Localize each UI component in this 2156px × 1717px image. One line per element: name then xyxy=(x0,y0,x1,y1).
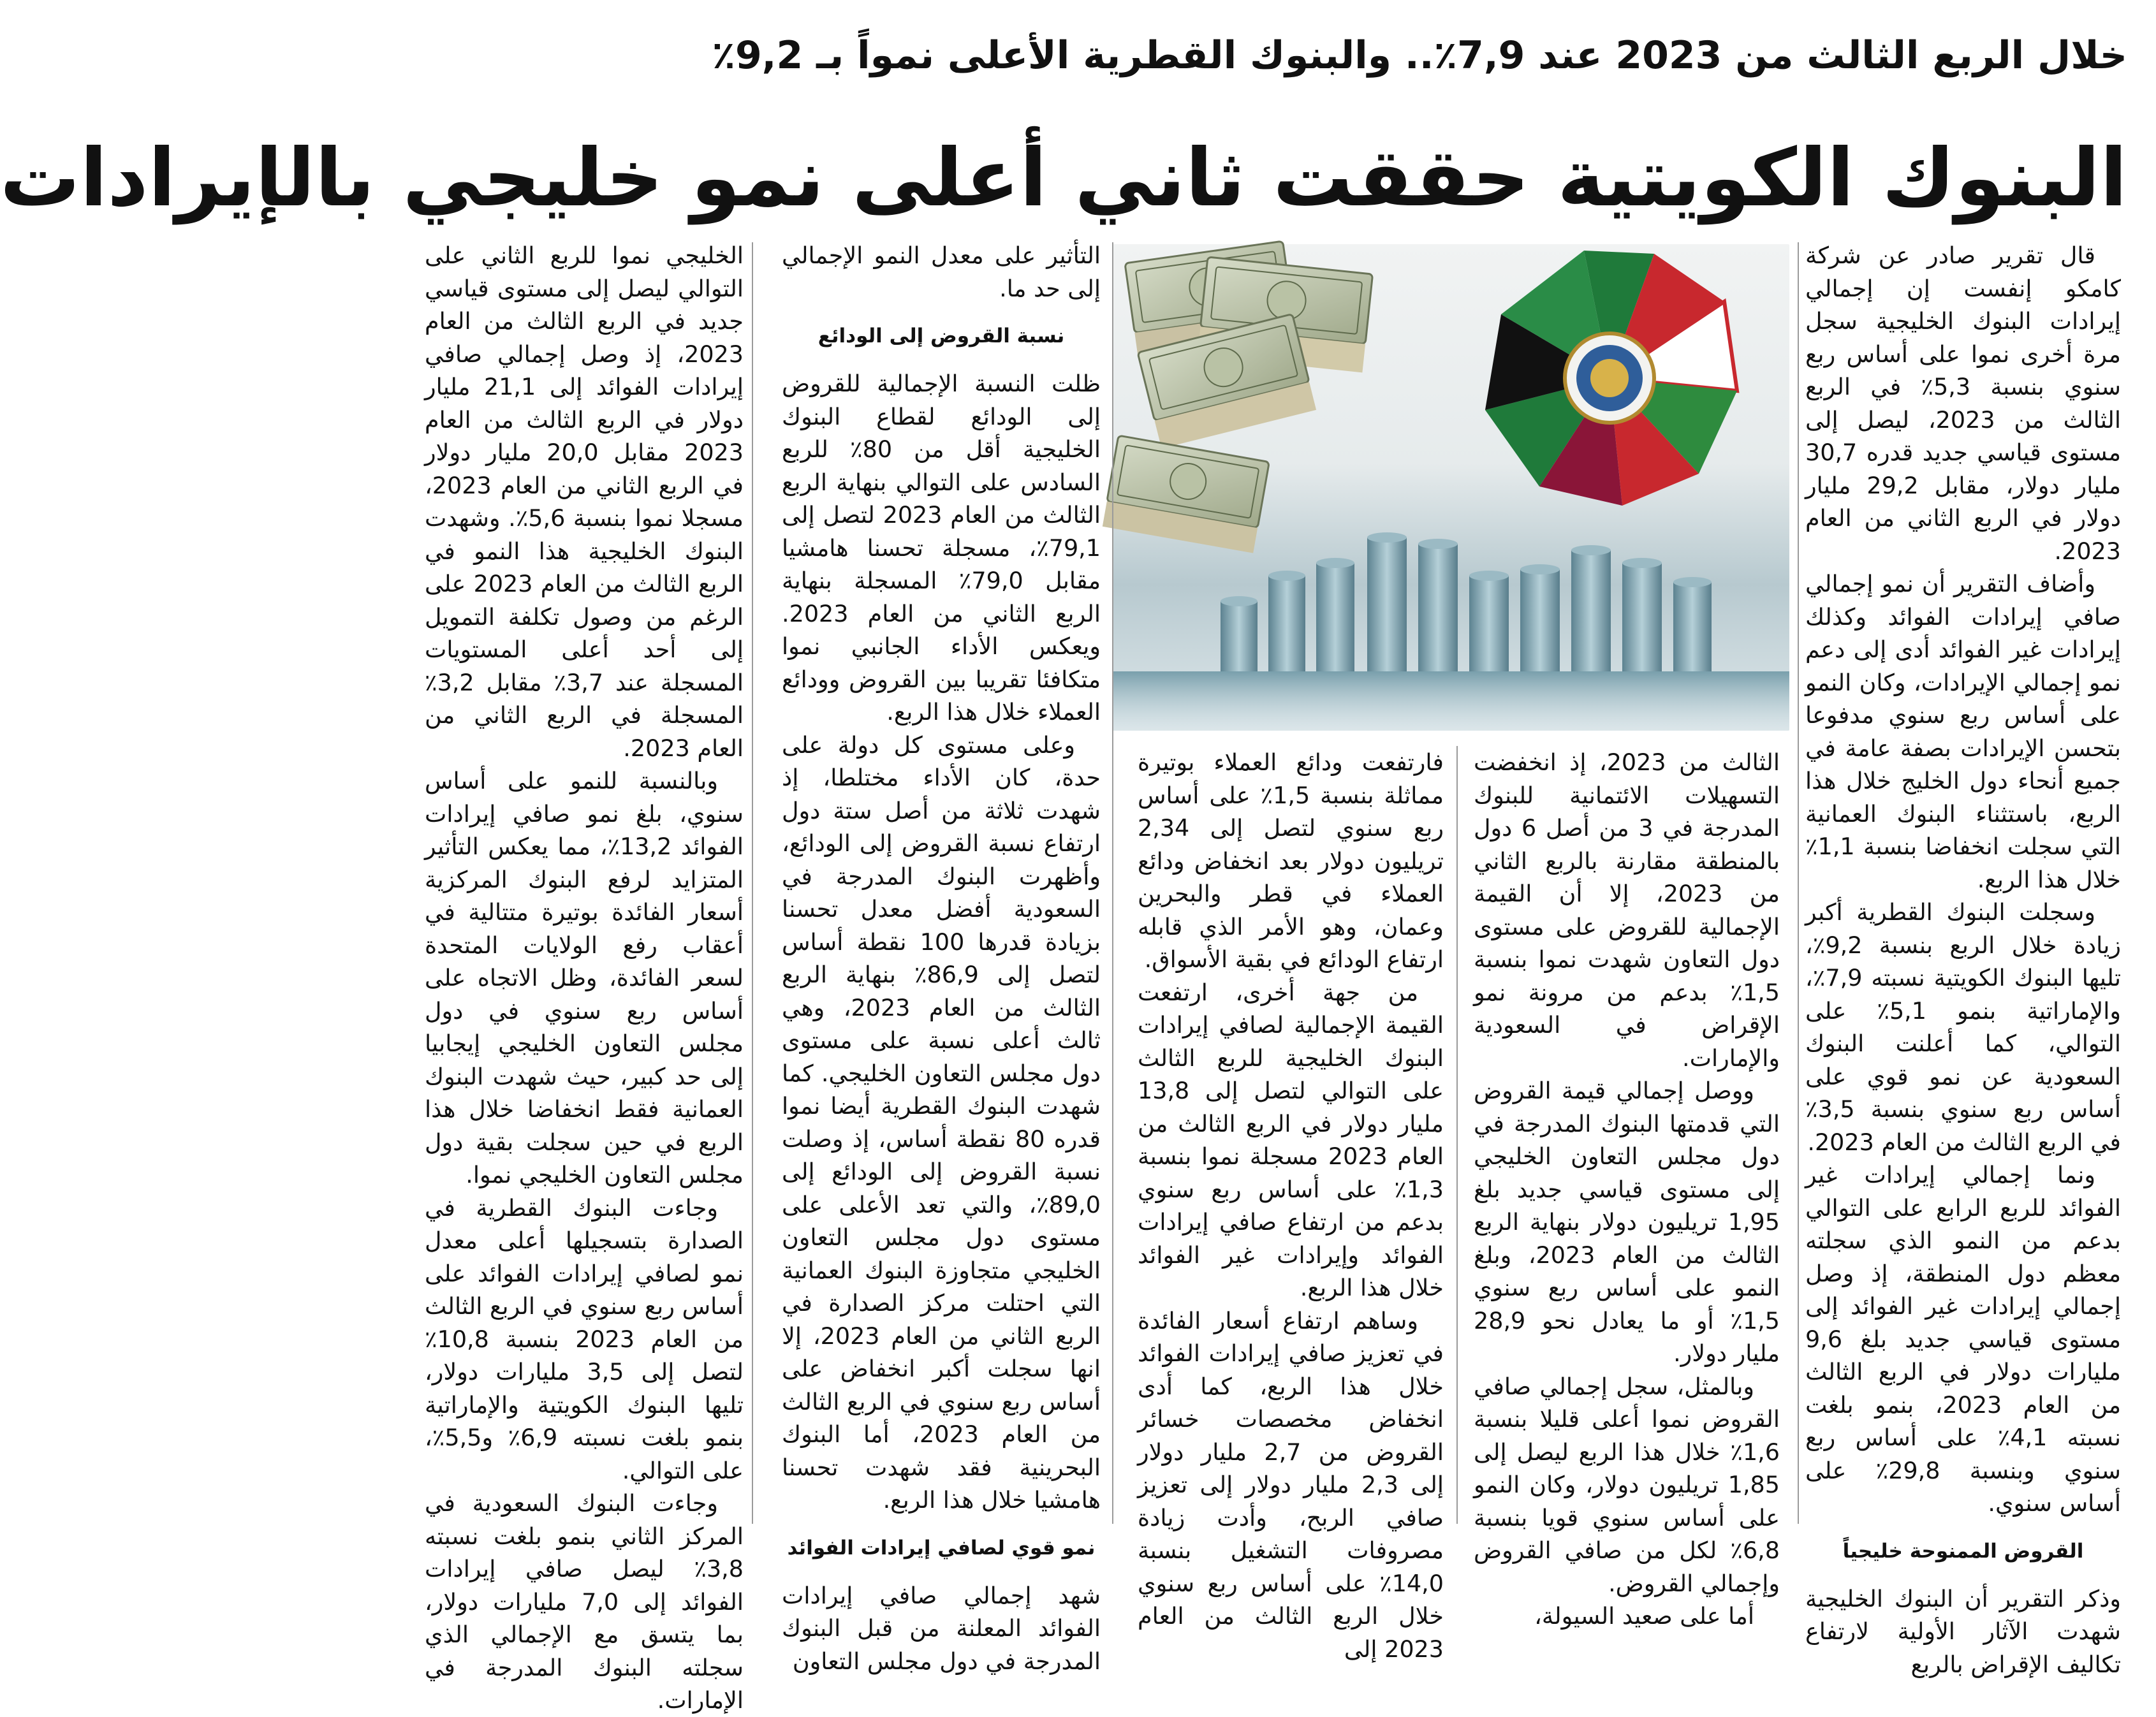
paragraph: من جهة أخرى، ارتفعت القيمة الإجمالية لصافي إيرادات البنوك الخليجية للربع الثالث على التوالي لتصل إلى 13,8 مليار دولار في الربع الثالث من العام 2023 مسجلة نموا بنسبة 1,3٪ على أساس ربع سنوي بدعم من ارتفاع صافي إيرادات الفوائد وإيرادات غير الفوائد خلال هذا الربع. xyxy=(1138,978,1444,1301)
paragraph: ونما إجمالي إيرادات غير الفوائد للربع الرابع على التوالي بدعم من النمو الذي سجلته معظم دول المنطقة، إذ وصل إجمالي إيرادات غير الفوائد إلى مستوى قياسي جديد بلغ 9,6 مليارات دولار في الربع الثالث من العام 2023، بنمو بلغت نسبته 4,1٪ على أساس ربع سنوي وبنسبة 29,8٪ على أساس سنوي. xyxy=(1805,1161,2122,1517)
paragraph: وعلى مستوى كل دولة على حدة، كان الأداء مختلطا، إذ شهدت ثلاثة من أصل ستة دول ارتفاع نسبة القروض إلى الودائع، وأظهرت البنوك المدرجة في السعودية أفضل معدل تحسنا بزيادة قدرها 100 نقطة أساس لتصل إلى 86,9٪ بنهاية الربع الثالث من العام 2023، وهي ثالث أعلى نسبة على مستوى دول مجلس التعاون الخليجي. كما شهدت البنوك القطرية أيضا نموا قدره 80 نقطة أساس، إذ وصلت نسبة القروض إلى الودائع إلى 89,0٪، والتي تعد الأعلى على مستوى دول مجلس التعاون الخليجي متجاوزة البنوك العمانية التي احتلت مركز الصدارة في الربع الثاني من العام 2023، إلا انها سجلت أكبر انخفاض على أساس ربع سنوي في الربع الثالث من العام 2023، أما البنوك البحرينية فقد شهدت تحسنا هامشيا خلال هذا الربع. xyxy=(782,731,1101,1514)
paragraph: وسجلت البنوك القطرية أكبر زيادة خلال الربع بنسبة 9,2٪، تليها البنوك الكويتية نسبته 7,9٪، والإماراتية بنمو 5,1٪ على التوالي، كما أعلنت البنوك السعودية عن نمو قوي على أساس ربع سنوي بنسبة 3,5٪ في الربع الثالث من العام 2023. xyxy=(1805,898,2121,1156)
column-divider xyxy=(752,242,753,1524)
coin-stacks xyxy=(1221,532,1712,671)
article-column-5 xyxy=(425,239,744,1714)
section-subheading: نسبة القروض إلى الودائع xyxy=(818,325,1065,347)
paragraph: قال تقرير صادر عن شركة كامكو إنفست إن إجمالي إيرادات البنوك الخليجية سجل مرة أخرى نموا على أساس ربع سنوي بنسبة 5,3٪ في الربع الثالث من 2023، ليصل إلى مستوى قياسي جديد قدره 30,7 مليار دولار، مقابل 29,2 مليار دولار في الربع الثاني من العام 2023. xyxy=(1805,242,2122,565)
article-column-2 xyxy=(1138,746,1444,1663)
column-divider xyxy=(1112,242,1113,1524)
paragraph: شهد إجمالي صافي إيرادات الفوائد المعلنة من قبل البنوك المدرجة في دول مجلس التعاون xyxy=(782,1581,1101,1675)
section-subheading: القروض الممنوحة خليجياً xyxy=(1842,1539,2084,1563)
article-headline: البنوك الكويتية حققت ثاني أعلى نمو خليجي بالإيرادات xyxy=(0,132,2127,224)
paragraph: الثالث من 2023، إذ انخفضت التسهيلات الائتمانية للبنوك المدرجة في 3 من أصل 6 دول بالمنطقة مقارنة بالربع الثاني من 2023، إلا أن القيمة الإجمالية للقروض على مستوى دول التعاون شهدت نموا بنسبة 1,5٪ بدعم من مرونة نمو الإقراض في السعودية والإمارات. xyxy=(1474,749,1780,1072)
article-column-4 xyxy=(782,239,1101,1675)
paragraph: وبالنسبة للنمو على أساس سنوي، بلغ نمو صافي إيرادات الفوائد 13,2٪، مما يعكس التأثير المتزايد لرفع البنوك المركزية أسعار الفائدة بوتيرة متتالية في أعقاب رفع الولايات المتحدة لسعر الفائدة، وظل الاتجاه على أساس ربع سنوي في دول مجلس التعاون الخليجي إيجابيا إلى حد كبير، حيث شهدت البنوك العمانية فقط انخفاضا خلال هذا الربع في حين سجلت بقية دول مجلس التعاون الخليجي نموا. xyxy=(425,767,744,1188)
paragraph: التأثير على معدل النمو الإجمالي إلى حد ما. xyxy=(782,242,1101,302)
paragraph: الخليجي نموا للربع الثاني على التوالي ليصل إلى مستوى قياسي جديد في الربع الثالث من العام 2023، إذ وصل إجمالي صافي إيرادات الفوائد إلى 21,1 مليار دولار في الربع الثالث من العام 2023 مقابل 20,0 مليار دولار في الربع الثاني من العام 2023، مسجلا نموا بنسبة 5,6٪. وشهدت البنوك الخليجية هذا النمو في الربع الثالث من العام 2023 على الرغم من وصول تكلفة التمويل إلى أحد أعلى المستويات المسجلة عند 3,7٪ مقابل 3,2٪ المسجلة في الربع الثاني من العام 2023. xyxy=(425,242,744,762)
column-divider xyxy=(1456,746,1458,1524)
paragraph: وأضاف التقرير أن نمو إجمالي صافي إيرادات الفوائد وكذلك إيرادات غير الفوائد أدى إلى دعم نمو إجمالي الإيرادات، وكان النمو على أساس ربع سنوي مدفوعا بتحسن الإيرادات بصفة عامة في جميع أنحاء دول الخليج خلال هذا الربع، باستثناء البنوك العمانية التي سجلت انخفاضا بنسبة 1,1٪ خلال هذا الربع. xyxy=(1805,570,2121,893)
gcc-flags-ring xyxy=(1485,251,1737,506)
paragraph: وذكر التقرير أن البنوك الخليجية شهدت الآثار الأولية لارتفاع تكاليف الإقراض بالربع xyxy=(1805,1584,2121,1678)
article-illustration xyxy=(1112,244,1789,731)
paragraph: وساهم ارتفاع أسعار الفائدة في تعزيز صافي إيرادات الفوائد خلال هذا الربع، كما أدى انخفاض مخصصات خسائر القروض من 2,7 مليار دولار إلى 2,3 مليار دولار إلى تعزيز صافي الربح، وأدت زيادة مصروفات التشغيل بنسبة 14,0٪ على أساس ربع سنوي خلال الربع الثالث من العام 2023 إلى xyxy=(1138,1306,1444,1663)
paragraph: ظلت النسبة الإجمالية للقروض إلى الودائع لقطاع البنوك الخليجية أقل من 80٪ للربع السادس على التوالي بنهاية الربع الثالث من العام 2023 لتصل إلى 79,1٪، مسجلة تحسنا هامشيا مقابل 79,0٪ المسجلة بنهاية الربع الثاني من العام 2023. ويعكس الأداء الجانبي نموا متكافئا تقريبا بين القروض وودائع العملاء خلال هذا الربع. xyxy=(782,370,1101,726)
money-stacks xyxy=(1103,241,1373,553)
article-column-1 xyxy=(1805,239,2122,1678)
column-divider xyxy=(1798,242,1799,1524)
section-subheading: نمو قوي لصافي إيرادات الفوائد xyxy=(787,1536,1096,1560)
paragraph: وجاءت البنوك القطرية في الصدارة بتسجيلها أعلى معدل نمو لصافي إيرادات الفوائد على أساس ربع سنوي في الربع الثالث من العام 2023 بنسبة 10,8٪ لتصل إلى 3,5 مليارات دولار، تليها البنوك الكويتية والإماراتية بنمو بلغت نسبته 6,9٪ و5,5٪، على التوالي. xyxy=(425,1194,744,1484)
paragraph: فارتفعت ودائع العملاء بوتيرة مماثلة بنسبة 1,5٪ على أساس ربع سنوي لتصل إلى 2,34 تريليون دولار بعد انخفاض ودائع العملاء في قطر والبحرين وعمان، وهو الأمر الذي قابله ارتفاع الودائع في بقية الأسواق. xyxy=(1138,749,1444,973)
paragraph: أما على صعيد السيولة، xyxy=(1534,1602,1754,1630)
article-column-3 xyxy=(1474,746,1780,1630)
reflection-surface xyxy=(1112,671,1789,731)
paragraph: ووصل إجمالي قيمة القروض التي قدمتها البنوك المدرجة في دول مجلس التعاون الخليجي إلى مستوى قياسي جديد بلغ 1,95 تريليون دولار بنهاية الربع الثالث من العام 2023، وبلغ النمو على أساس ربع سنوي 1,5٪ أو ما يعادل نحو 28,9 مليار دولار. xyxy=(1474,1077,1780,1367)
paragraph: وبالمثل، سجل إجمالي صافي القروض نموا أعلى قليلا بنسبة 1,6٪ خلال هذا الربع ليصل إلى 1,85 تريليون دولار، وكان النمو على أساس سنوي قويا بنسبة 6,8٪ لكل من صافي القروض وإجمالي القروض. xyxy=(1474,1372,1780,1597)
article-kicker: خلال الربع الثالث من 2023 عند 7,9٪.. والبنوك القطرية الأعلى نمواً بـ 9,2٪ xyxy=(712,33,2127,78)
paragraph: وجاءت البنوك السعودية في المركز الثاني بنمو بلغت نسبته 3,8٪ ليصل صافي إيرادات الفوائد إلى 7,0 مليارات دولار، بما يتسق مع الإجمالي الذي سجلته البنوك المدرجة في الإمارات. xyxy=(425,1489,744,1714)
gcc-flags-money-coins-icon xyxy=(1112,244,1789,731)
